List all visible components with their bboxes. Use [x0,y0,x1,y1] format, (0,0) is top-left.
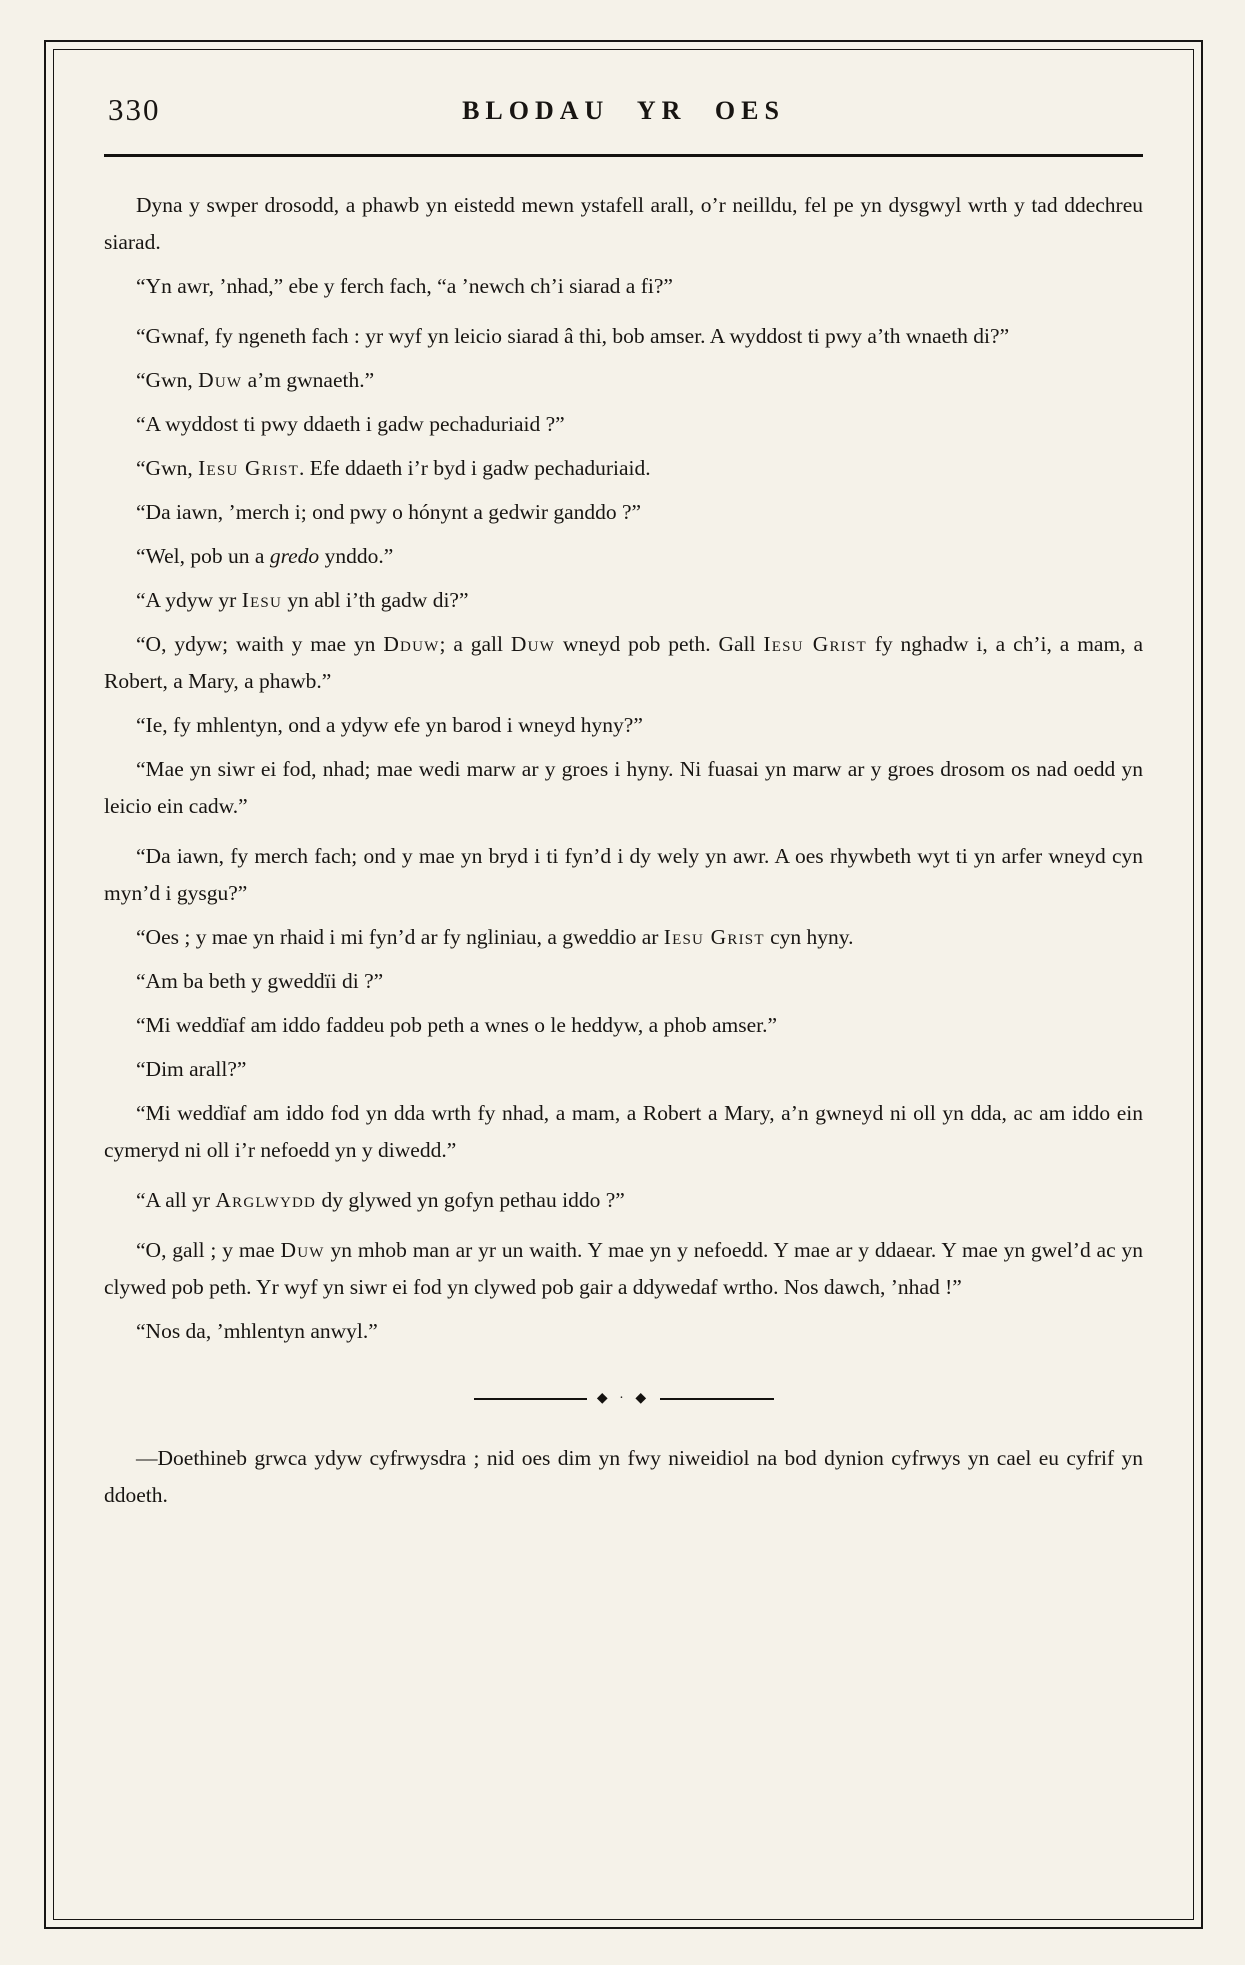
text-run: “Yn awr, ’nhad,” ebe y ferch fach, “a ’newch ch’i siarad a fi?” [136,274,673,298]
text-run: “Mi weddïaf am iddo fod yn dda wrth fy nhad, a mam, a Robert a Mary, a’n gwneyd ni oll yn dda, ac am iddo ein cymeryd ni oll i’r nefoedd yn y diwedd.” [104,1101,1143,1162]
header-rule [104,154,1143,157]
page-border-outer [44,40,1203,1929]
paragraph [104,1313,1143,1350]
text-run: ynddo.” [319,544,394,568]
paragraph [104,1232,1143,1306]
text-run: yn mhob man ar yr un waith. Y mae yn y nefoedd. Y mae ar y ddaear. Y mae yn gwel’d ac yn clywed pob peth. Yr wyf yn siwr ei fod yn clywed pob gair a ddywedaf wrtho. Nos dawch, ’nhad !” [104,1238,1143,1299]
text-run: “Da iawn, fy merch fach; ond y mae yn bryd i ti fyn’d i dy wely yn awr. A oes rhywbeth wyt ti yn arfer wneyd cyn myn’d i gysgu?” [104,844,1143,905]
text-run: “Gwn, [136,456,199,480]
paragraph [104,318,1143,355]
paragraph [104,268,1143,305]
paragraph [104,1007,1143,1044]
text-run: ; a gall [439,632,511,656]
text-run: dy glywed yn gofyn pethau iddo ?” [316,1188,625,1212]
small-caps-text: Iesu Grist [663,925,765,949]
small-caps-text: Dduw [383,632,440,656]
text-run: a’m gwnaeth.” [242,368,375,392]
text-run: “Gwnaf, fy ngeneth fach : yr wyf yn leicio siarad â thi, bob amser. A wyddost ti pwy a’th wnaeth di?” [136,324,1010,348]
paragraph [104,963,1143,1000]
text-run: . Efe ddaeth i’r byd i gadw pechaduriaid. [299,456,651,480]
text-run: “Ie, fy mhlentyn, ond a ydyw efe yn barod i wneyd hyny?” [136,713,643,737]
section-divider [474,1392,774,1406]
paragraph [104,838,1143,912]
paragraph [104,187,1143,261]
aphorism-section [104,1440,1143,1514]
small-caps-text: Duw [198,368,243,392]
divider-line-right [660,1398,773,1400]
paragraph [104,751,1143,825]
small-caps-text: Iesu Grist [763,632,867,656]
paragraph [104,1051,1143,1088]
small-caps-text: Arglwydd [215,1188,317,1212]
text-run: “Mae yn siwr ei fod, nhad; mae wedi marw ar y groes i hyny. Ni fuasai yn marw ar y groes drosom os nad oedd yn leicio ein cadw.” [104,757,1143,818]
text-run: “A wyddost ti pwy ddaeth i gadw pechaduriaid ?” [136,412,565,436]
page-header [104,90,1143,142]
paragraph [104,362,1143,399]
body-paragraphs [104,187,1143,1350]
paragraph [104,919,1143,956]
text-run: Dyna y swper drosodd, a phawb yn eistedd mewn ystafell arall, o’r neilldu, fel pe yn dysgwyl wrth y tad ddechreu siarad. [104,193,1143,254]
paragraph [104,582,1143,619]
paragraph [104,707,1143,744]
paragraph [104,494,1143,531]
italic-text: gredo [269,544,320,568]
paragraph [104,406,1143,443]
paragraph [104,1440,1143,1514]
paragraph [104,1095,1143,1169]
paragraph [104,538,1143,575]
text-run: “Da iawn, ’merch i; ond pwy o hónynt a gedwir ganddo ?” [136,500,642,524]
paragraph [104,626,1143,700]
paragraph [104,1182,1143,1219]
text-run: fy nghadw i, a ch’i, a mam, a Robert, a Mary, a phawb.” [104,632,1143,693]
text-run: “Dim arall?” [136,1057,247,1081]
small-caps-text: Iesu Grist [198,456,300,480]
page-title: BLODAU YR OES [462,96,785,125]
text-run: “O, ydyw; waith y mae yn [136,632,384,656]
page-number: 330 [108,92,161,127]
text-run: “Gwn, [136,368,199,392]
small-caps-text: Iesu [241,588,283,612]
divider-line-left [474,1398,587,1400]
text-run: “Mi weddïaf am iddo faddeu pob peth a wnes o le heddyw, a phob amser.” [136,1013,778,1037]
text-run: “Oes ; y mae yn rhaid i mi fyn’d ar fy ngliniau, a gweddio ar [136,925,664,949]
text-run: “A ydyw yr [136,588,242,612]
text-run: yn abl i’th gadw di?” [282,588,469,612]
small-caps-text: Duw [510,632,555,656]
text-run: cyn hyny. [764,925,854,949]
text-run: wneyd pob peth. Gall [555,632,764,656]
text-run: “A all yr [136,1188,216,1212]
page-border-inner [53,49,1194,1920]
text-run: “Nos da, ’mhlentyn anwyl.” [136,1319,378,1343]
text-run: “Am ba beth y gweddïi di ?” [136,969,384,993]
small-caps-text: Duw [280,1238,325,1262]
diamond-ornament-icon: ◆ · ◆ [596,1391,651,1406]
paragraph [104,450,1143,487]
text-run: —Doethineb grwca ydyw cyfrwysdra ; nid oes dim yn fwy niweidiol na bod dynion cyfrwys yn cael eu cyfrif yn ddoeth. [104,1446,1143,1507]
text-run: “Wel, pob un a [136,544,270,568]
text-run: “O, gall ; y mae [136,1238,281,1262]
